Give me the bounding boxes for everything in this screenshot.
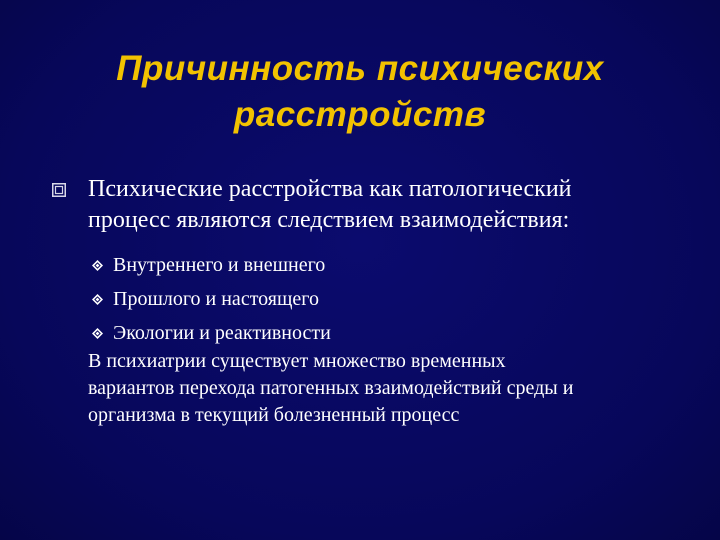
sub-bullet-item [92,282,331,316]
paragraph-line: В психиатрии существует множество временных [88,350,506,372]
paragraph-line: вариантов перехода патогенных взаимодействий среды и [88,377,574,399]
main-bullet-line: процесс являются следствием взаимодействия: [88,207,570,233]
sub-bullet-list [92,248,331,350]
sub-bullet-item [92,316,331,350]
diamond-bullet-icon [92,328,103,339]
sub-bullet-label: Экологии и реактивности [113,322,331,344]
sub-bullet-item [92,248,331,282]
slide-title-line: расстройств [233,95,487,134]
main-bullet-line: Психические расстройства как патологический [88,176,572,202]
main-bullet-text [88,174,688,236]
diamond-bullet-icon [92,294,103,305]
square-bullet-icon [52,183,66,197]
diamond-bullet-icon [92,260,103,271]
closing-paragraph [88,348,698,429]
slide-title-line: Причинность психических [116,49,604,88]
slide-title [40,46,680,138]
sub-bullet-label: Прошлого и настоящего [113,288,319,310]
sub-bullet-label: Внутреннего и внешнего [113,254,326,276]
paragraph-line: организма в текущий болезненный процесс [88,404,460,426]
